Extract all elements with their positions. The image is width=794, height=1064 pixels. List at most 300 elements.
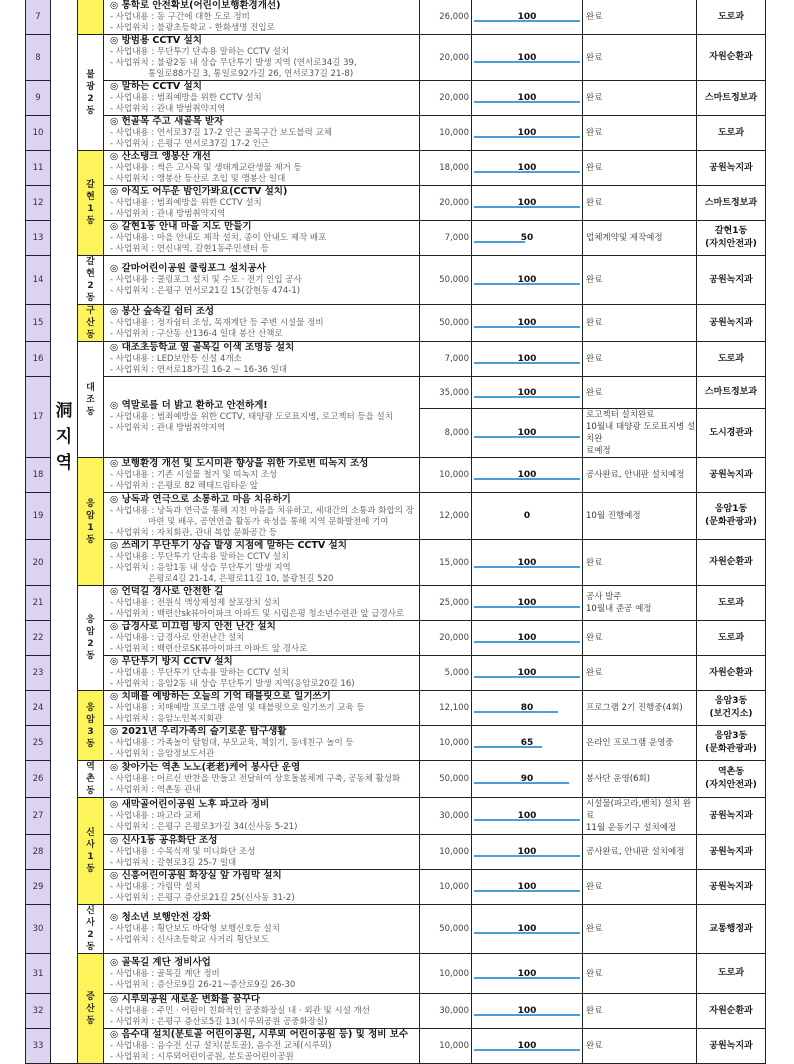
dong-name-char: 신 bbox=[86, 906, 95, 916]
department-line: 자원순환과 bbox=[709, 1005, 753, 1016]
project-detail: - 사업내용 : 주민 · 어린이 친화적인 공중화장실 내 · 외관 및 시설 개선 bbox=[110, 1006, 370, 1016]
dong-name-char: 신 bbox=[86, 828, 95, 838]
project-detail: - 사업내용 : 마을 안내도 제작 설치, 종이 안내도 제작 배포 bbox=[110, 233, 327, 243]
dong-name-char: 동 bbox=[86, 651, 95, 661]
project-detail: - 사업내용 : 무단투기 단속용 말하는 CCTV 설치 bbox=[110, 552, 290, 562]
row-number: 15 bbox=[26, 305, 51, 342]
table-row bbox=[26, 798, 766, 835]
progress-cell bbox=[472, 342, 583, 377]
dong-name-char: 동 bbox=[86, 864, 95, 874]
budget-amount: 10,000 bbox=[420, 835, 472, 870]
dong-name-char: 광 bbox=[86, 81, 95, 92]
progress-cell bbox=[472, 656, 583, 691]
project-title: ◎ 갈현1동 안내 마을 지도 만들기 bbox=[110, 221, 252, 232]
department-line: 스마트정보과 bbox=[704, 197, 758, 208]
progress-cell bbox=[472, 81, 583, 116]
district-label bbox=[51, 398, 77, 476]
project-detail: - 사업내용 : 골목길 계단 정비 bbox=[110, 968, 220, 979]
progress-value: 50 bbox=[520, 233, 534, 243]
project-detail: - 사업위치 : 앵봉산 등산로 초입 및 앵봉산 일대 bbox=[110, 174, 286, 184]
project-description bbox=[104, 116, 420, 151]
project-detail: - 사업위치 : 연서로18가길 16-2 ~ 16-36 일대 bbox=[110, 365, 288, 375]
budget-amount: 50,000 bbox=[420, 256, 472, 305]
progress-cell bbox=[472, 409, 583, 458]
status-line: 료예정 bbox=[586, 446, 611, 456]
progress-cell bbox=[472, 761, 583, 798]
dong-cell bbox=[78, 691, 104, 761]
budget-amount: 10,000 bbox=[420, 954, 472, 994]
status-line: 완료 bbox=[586, 12, 603, 22]
project-detail: - 사업내용 : 정자쉼터 조성, 목재계단 등 주변 시설물 정비 bbox=[110, 318, 324, 328]
status-text bbox=[583, 798, 697, 835]
project-title: ◎ 쓰레기 무단투기 상습 발생 지점에 말하는 CCTV 설치 bbox=[110, 540, 347, 551]
dong-name-char: 대 bbox=[86, 382, 95, 393]
project-detail: - 사업내용 : 연서로37길 17-2 인근 골목구간 보도블럭 교체 bbox=[110, 128, 332, 138]
dong-name-char: 응 bbox=[86, 615, 95, 625]
row-number: 31 bbox=[26, 954, 51, 994]
progress-value: 100 bbox=[517, 163, 537, 173]
row-number: 20 bbox=[26, 540, 51, 586]
dong-name-char: 응 bbox=[86, 702, 95, 713]
project-description bbox=[104, 256, 420, 305]
project-title: ◎ 헌골목 주고 새골목 받자 bbox=[110, 116, 224, 127]
dong-cell bbox=[78, 256, 104, 305]
progress-cell bbox=[472, 586, 583, 621]
department-line: 도로과 bbox=[717, 127, 745, 138]
budget-amount: 10,000 bbox=[420, 1029, 472, 1064]
project-detail: - 사업위치 : 관내 방범취약지역 bbox=[110, 104, 226, 114]
status-text bbox=[583, 35, 697, 81]
table-row bbox=[26, 540, 766, 586]
department bbox=[697, 656, 766, 691]
status-text bbox=[583, 1029, 697, 1064]
project-title: ◎ 시루뫼공원 새로운 변화를 꿈꾸다 bbox=[110, 994, 260, 1005]
project-detail: - 사업위치 : 은평구 증산로21길 25(신사동 31-2) bbox=[110, 893, 295, 903]
project-detail: - 사업위치 : 응암정보도서관 bbox=[110, 749, 215, 759]
department bbox=[697, 35, 766, 81]
project-title: ◎ 골목길 계단 정비사업 bbox=[110, 956, 211, 968]
department-line: 응암1동 bbox=[714, 504, 748, 514]
dong-name-char: 동 bbox=[86, 330, 95, 340]
status-text bbox=[583, 0, 697, 35]
status-text bbox=[583, 186, 697, 221]
department-line: (문화관광과) bbox=[705, 517, 757, 527]
project-description bbox=[104, 35, 420, 81]
project-detail: - 사업위치 : 자치회관, 관내 복합 문화공간 등 bbox=[110, 527, 278, 538]
project-detail: - 사업내용 : 전원식 액상제설제 살포장치 설치 bbox=[110, 598, 280, 608]
table-row bbox=[26, 221, 766, 256]
table-row bbox=[26, 377, 766, 409]
project-description bbox=[104, 81, 420, 116]
project-detail: - 사업위치 : 응암1동 내 상습 무단투기 발생 지역 bbox=[110, 563, 291, 573]
project-detail: - 사업위치 : 은평구 연서로21길 15(갈현동 474-1) bbox=[110, 286, 301, 296]
row-number: 18 bbox=[26, 458, 51, 493]
budget-amount: 30,000 bbox=[420, 994, 472, 1029]
progress-value: 100 bbox=[517, 557, 537, 568]
project-detail: - 사업내용 : LED보안등 신설 4개소 bbox=[110, 354, 242, 364]
project-detail: - 사업위치 : 은평구 은평로3가길 34(신사동 5-21) bbox=[110, 822, 298, 832]
department bbox=[697, 256, 766, 305]
project-description bbox=[104, 1029, 420, 1064]
dong-cell bbox=[78, 0, 104, 35]
project-detail: - 사업위치 : 응암2동 내 상습 무단투기 발생 지역(응암로20길 16) bbox=[110, 679, 355, 689]
budget-amount: 20,000 bbox=[420, 35, 472, 81]
status-line: 완료 bbox=[586, 633, 603, 643]
project-detail: - 사업내용 : 어르신 반찬을 만들고 전달하여 상호돌봄체계 구축, 공동체 활성화 bbox=[110, 774, 401, 784]
department-line: 도로과 bbox=[717, 968, 745, 978]
department bbox=[697, 305, 766, 342]
progress-cell bbox=[472, 116, 583, 151]
table-row bbox=[26, 656, 766, 691]
progress-value: 100 bbox=[517, 12, 537, 22]
project-description bbox=[104, 342, 420, 377]
project-title: ◎ 무단투기 방지 CCTV 설치 bbox=[110, 656, 233, 667]
progress-cell bbox=[472, 540, 583, 586]
project-title: ◎ 청소년 보행안전 강화 bbox=[110, 912, 211, 923]
project-title: ◎ 봉산 숲속길 쉼터 조성 bbox=[110, 306, 215, 317]
dong-name-char: 동 bbox=[86, 293, 95, 303]
district-label-char: 지 bbox=[55, 427, 73, 447]
row-number: 8 bbox=[26, 35, 51, 81]
project-detail: - 사업내용 : 범죄예방을 위한 CCTV, 태양광 도로표지병, 로고젝터 등을 설치 bbox=[110, 412, 393, 422]
department-line: 공원녹지과 bbox=[709, 469, 753, 480]
project-detail: - 사업위치 : 구산동 산136-4 일대 봉산 산책로 bbox=[110, 329, 283, 339]
progress-cell bbox=[472, 0, 583, 35]
status-text bbox=[583, 870, 697, 905]
status-text bbox=[583, 256, 697, 305]
dong-name-char: 동 bbox=[86, 406, 95, 417]
progress-cell bbox=[472, 954, 583, 994]
project-table bbox=[25, 0, 766, 1064]
project-detail: - 사업내용 : 무단투기 단속용 말하는 CCTV 설치 bbox=[110, 668, 290, 678]
status-text bbox=[583, 116, 697, 151]
project-description bbox=[104, 540, 420, 586]
project-detail: - 사업내용 : 가림막 설치 bbox=[110, 882, 201, 892]
project-title: ◎ 급경사로 미끄럼 방지 안전 난간 설치 bbox=[110, 621, 276, 632]
status-line: 공사완료, 안내판 설치예정 bbox=[586, 470, 685, 480]
department-line: 자원순환과 bbox=[709, 52, 753, 62]
status-line: 완료 bbox=[586, 1006, 603, 1016]
department-line: 공원녹지과 bbox=[709, 162, 753, 173]
table-row bbox=[26, 954, 766, 994]
status-line: 완료 bbox=[586, 968, 603, 979]
project-detail: - 사업위치 : 응암노인복지회관 bbox=[110, 714, 223, 724]
department bbox=[697, 377, 766, 409]
department bbox=[697, 493, 766, 540]
row-number: 28 bbox=[26, 835, 51, 870]
project-detail: - 사업내용 : 수목식재 및 미니화단 조성 bbox=[110, 847, 256, 857]
progress-cell bbox=[472, 458, 583, 493]
project-description bbox=[104, 0, 420, 35]
dong-name-char: 촌 bbox=[86, 774, 95, 784]
table-row bbox=[26, 691, 766, 726]
status-line: 완료 bbox=[586, 163, 603, 173]
status-line: 완료 bbox=[586, 882, 603, 892]
progress-value: 100 bbox=[517, 668, 537, 678]
progress-cell bbox=[472, 377, 583, 409]
project-description bbox=[104, 870, 420, 905]
progress-cell bbox=[472, 691, 583, 726]
progress-value: 100 bbox=[517, 93, 537, 103]
project-detail: - 사업위치 : 불광2동 내 상습 무단투기 발생 지역 (연서로34길 39, bbox=[110, 58, 357, 68]
progress-cell bbox=[472, 35, 583, 81]
project-title: ◎ 새막골어린이공원 노후 파고라 정비 bbox=[110, 799, 270, 810]
status-line: 완료 bbox=[586, 354, 603, 364]
progress-value: 100 bbox=[517, 882, 537, 892]
project-detail: - 사업내용 : 파고라 교체 bbox=[110, 811, 201, 821]
project-title: ◎ 음수대 설치(분토골 어린이공원, 시루뫼 어린이공원 등) 및 정비 보수 bbox=[110, 1029, 409, 1040]
status-line: 프로그램 2기 진행중(4회) bbox=[586, 703, 683, 713]
status-text bbox=[583, 493, 697, 540]
department-line: 도로과 bbox=[717, 597, 745, 608]
budget-amount: 10,000 bbox=[420, 116, 472, 151]
project-detail: - 사업위치 : 신사초등학교 사거리 횡단보도 bbox=[110, 935, 270, 945]
department-line: 도로과 bbox=[717, 11, 745, 22]
department-line: (문화관광과) bbox=[705, 744, 757, 754]
budget-amount: 10,000 bbox=[420, 726, 472, 761]
district-label-char: 역 bbox=[55, 453, 73, 473]
department bbox=[697, 1029, 766, 1064]
table-row bbox=[26, 35, 766, 81]
dong-name-char: 증 bbox=[86, 991, 95, 1002]
department-line: 도시경관과 bbox=[709, 427, 753, 438]
project-description bbox=[104, 994, 420, 1029]
progress-cell bbox=[472, 493, 583, 540]
department-line: 공원녹지과 bbox=[709, 881, 753, 892]
row-number: 22 bbox=[26, 621, 51, 656]
project-detail-continued: 마련 및 배우, 공연연출 활동가 육성을 통해 지역 문화발전에 기여 bbox=[148, 516, 389, 527]
project-title: ◎ 2021년 우리가족의 슬기로운 탐구생활 bbox=[110, 726, 287, 737]
project-detail: - 사업내용 : 동 구간에 대한 도로 정비 bbox=[110, 12, 250, 22]
project-detail: - 사업내용 : 낭독과 연극을 통해 지친 마음을 치유하고, 세대간의 소통과 화합의 장 bbox=[110, 505, 414, 516]
dong-name-char: 갈 bbox=[86, 180, 95, 190]
progress-value: 100 bbox=[517, 52, 537, 63]
department bbox=[697, 342, 766, 377]
status-text bbox=[583, 221, 697, 256]
department bbox=[697, 81, 766, 116]
progress-value: 90 bbox=[520, 774, 534, 784]
progress-value: 100 bbox=[517, 598, 537, 608]
dong-name-char: 현 bbox=[86, 192, 95, 202]
row-number: 7 bbox=[26, 0, 51, 35]
dong-name-char: 암 bbox=[86, 714, 95, 725]
project-description bbox=[104, 186, 420, 221]
department-line: 스마트정보과 bbox=[704, 387, 758, 397]
status-line: 완료 bbox=[586, 318, 603, 328]
progress-cell bbox=[472, 726, 583, 761]
status-text bbox=[583, 905, 697, 954]
project-detail: - 사업위치 : 증산로9길 26-21~증산로9길 26-30 bbox=[110, 979, 296, 990]
status-text bbox=[583, 81, 697, 116]
dong-cell bbox=[78, 305, 104, 342]
row-number: 23 bbox=[26, 656, 51, 691]
status-line: 10월내 준공 예정 bbox=[586, 604, 652, 614]
status-line: 완료 bbox=[586, 275, 603, 285]
status-line: 온라인 프로그램 운영중 bbox=[586, 738, 674, 748]
district-label-char: 洞 bbox=[55, 401, 73, 421]
row-number: 24 bbox=[26, 691, 51, 726]
department-line: 교통행정과 bbox=[709, 923, 753, 934]
district-cell bbox=[51, 0, 78, 1064]
row-number: 32 bbox=[26, 994, 51, 1029]
status-text bbox=[583, 954, 697, 994]
status-text bbox=[583, 586, 697, 621]
table-row bbox=[26, 1029, 766, 1064]
department-line: (자치안전과) bbox=[705, 239, 757, 249]
dong-name-char: 동 bbox=[86, 786, 95, 796]
project-detail: - 사업내용 : 음수전 신규 설치(분토골), 음수전 교체(시루뫼) bbox=[110, 1041, 332, 1051]
row-number: 11 bbox=[26, 151, 51, 186]
budget-amount: 50,000 bbox=[420, 905, 472, 954]
budget-amount: 30,000 bbox=[420, 798, 472, 835]
dong-name-char: 갈 bbox=[86, 257, 95, 267]
progress-cell bbox=[472, 835, 583, 870]
project-detail: - 사업위치 : 연신내역, 갈현1동주민센터 등 bbox=[110, 244, 269, 254]
dong-cell bbox=[78, 35, 104, 151]
status-line: 완료 bbox=[586, 1041, 603, 1051]
dong-name-char: 2 bbox=[87, 639, 94, 649]
dong-cell bbox=[78, 151, 104, 256]
table-row bbox=[26, 586, 766, 621]
dong-cell bbox=[78, 798, 104, 905]
department bbox=[697, 994, 766, 1029]
dong-name-char: 사 bbox=[86, 918, 95, 928]
project-title: ◎ 낭독과 연극으로 소통하고 마음 치유하기 bbox=[110, 493, 291, 505]
status-line: 공사완료, 안내판 설치예정 bbox=[586, 847, 685, 857]
status-line: 봉사단 운영(6회) bbox=[586, 774, 651, 784]
budget-amount: 20,000 bbox=[420, 621, 472, 656]
row-number: 10 bbox=[26, 116, 51, 151]
progress-value: 65 bbox=[520, 738, 534, 748]
department-line: (자치안전과) bbox=[705, 780, 757, 790]
progress-value: 100 bbox=[517, 1006, 537, 1016]
status-line: 로고젝터 설치완료 bbox=[586, 410, 655, 420]
row-number: 21 bbox=[26, 586, 51, 621]
project-title: ◎ 대조초등학교 옆 골목길 이색 조명등 설치 bbox=[110, 342, 295, 353]
row-number: 9 bbox=[26, 81, 51, 116]
status-line: 11월 운동기구 설치예정 bbox=[586, 823, 677, 833]
project-description bbox=[104, 835, 420, 870]
progress-value: 100 bbox=[517, 428, 537, 438]
budget-amount: 15,000 bbox=[420, 540, 472, 586]
department bbox=[697, 621, 766, 656]
progress-value: 100 bbox=[517, 318, 537, 328]
status-text bbox=[583, 835, 697, 870]
department-line: 갈현1동 bbox=[714, 226, 748, 236]
progress-value: 0 bbox=[523, 511, 531, 521]
project-title: ◎ 통학로 안전확보(어린이보행환경개선) bbox=[110, 0, 281, 11]
status-line: 10월 진행예정 bbox=[586, 511, 641, 521]
dong-cell bbox=[78, 761, 104, 798]
row-number: 13 bbox=[26, 221, 51, 256]
progress-value: 100 bbox=[517, 387, 537, 398]
progress-cell bbox=[472, 305, 583, 342]
project-detail: - 사업위치 : 백련산로SK뷰아이파크 아파트 앞 경사로 bbox=[110, 644, 308, 654]
project-title: ◎ 말하는 CCTV 설치 bbox=[110, 81, 202, 92]
status-line: 완료 bbox=[586, 557, 603, 568]
project-title: ◎ 치매를 예방하는 오늘의 기억 태블릿으로 일기쓰기 bbox=[110, 691, 331, 702]
progress-value: 100 bbox=[517, 128, 537, 138]
progress-value: 100 bbox=[517, 847, 537, 857]
department bbox=[697, 409, 766, 458]
dong-name-char: 동 bbox=[86, 738, 95, 749]
progress-value: 100 bbox=[517, 1041, 537, 1051]
project-description bbox=[104, 905, 420, 954]
department-line: (보건지소) bbox=[709, 709, 753, 719]
project-detail: - 사업위치 : 관내 방범취약지역 bbox=[110, 423, 226, 433]
row-number: 25 bbox=[26, 726, 51, 761]
project-description bbox=[104, 221, 420, 256]
project-title: ◎ 찾아가는 역촌 노노(老老)케어 봉사단 운영 bbox=[110, 762, 301, 773]
table-row bbox=[26, 835, 766, 870]
project-description bbox=[104, 798, 420, 835]
project-detail: - 사업위치 : 갈현로3길 25-7 일대 bbox=[110, 858, 237, 868]
budget-amount: 7,000 bbox=[420, 221, 472, 256]
project-description bbox=[104, 151, 420, 186]
table-row bbox=[26, 458, 766, 493]
dong-cell bbox=[78, 954, 104, 1064]
budget-amount: 25,000 bbox=[420, 586, 472, 621]
status-line: 시설물(파고라,벤치) 설치 완료 bbox=[586, 799, 692, 821]
table-row bbox=[26, 81, 766, 116]
row-number: 19 bbox=[26, 493, 51, 540]
status-text bbox=[583, 305, 697, 342]
budget-amount: 12,100 bbox=[420, 691, 472, 726]
status-text bbox=[583, 726, 697, 761]
status-line: 공사 발주 bbox=[586, 592, 622, 602]
budget-amount: 12,000 bbox=[420, 493, 472, 540]
progress-value: 100 bbox=[517, 633, 537, 643]
department-line: 공원녹지과 bbox=[709, 317, 753, 328]
project-detail: - 사업위치 : 역촌동 관내 bbox=[110, 785, 201, 795]
progress-cell bbox=[472, 798, 583, 835]
dong-name-char: 동 bbox=[86, 216, 95, 226]
budget-amount: 50,000 bbox=[420, 305, 472, 342]
dong-name-char: 동 bbox=[86, 105, 95, 116]
department-line: 도로과 bbox=[717, 353, 745, 364]
project-title: ◎ 갈마어린이공원 쿨링포그 설치공사 bbox=[110, 263, 266, 274]
status-text bbox=[583, 458, 697, 493]
project-detail: - 사업내용 : 급경사로 안전난간 설치 bbox=[110, 633, 245, 643]
project-detail: - 사업위치 : 백련산sk뷰아이파크 아파트 및 시립은평 청소년수련관 앞 급경사로 bbox=[110, 609, 405, 619]
department bbox=[697, 221, 766, 256]
department bbox=[697, 458, 766, 493]
project-detail: - 사업위치 : 시루뫼어린이공원, 분토골어린이공원 bbox=[110, 1052, 294, 1062]
status-line: 완료 bbox=[586, 198, 603, 208]
status-line: 업체계약및 제작예정 bbox=[586, 233, 663, 243]
department-line: 공원녹지과 bbox=[709, 810, 753, 821]
row-number: 29 bbox=[26, 870, 51, 905]
project-description bbox=[104, 586, 420, 621]
status-text bbox=[583, 151, 697, 186]
project-detail: - 사업내용 : 기존 시설물 철거 및 띠녹지 조성 bbox=[110, 470, 278, 480]
dong-name-char: 구 bbox=[86, 306, 95, 316]
department-line: 도로과 bbox=[717, 632, 745, 643]
department bbox=[697, 586, 766, 621]
department bbox=[697, 726, 766, 761]
row-number: 14 bbox=[26, 256, 51, 305]
department bbox=[697, 0, 766, 35]
project-detail: - 사업내용 : 범죄예방을 위한 CCTV 설치 bbox=[110, 93, 262, 103]
department bbox=[697, 151, 766, 186]
project-description bbox=[104, 761, 420, 798]
progress-cell bbox=[472, 870, 583, 905]
table-row bbox=[26, 256, 766, 305]
project-detail: - 사업내용 : 무단투기 단속용 말하는 CCTV 설치 bbox=[110, 47, 290, 57]
dong-name-char: 불 bbox=[86, 69, 95, 80]
dong-name-char: 동 bbox=[86, 942, 95, 952]
department bbox=[697, 870, 766, 905]
